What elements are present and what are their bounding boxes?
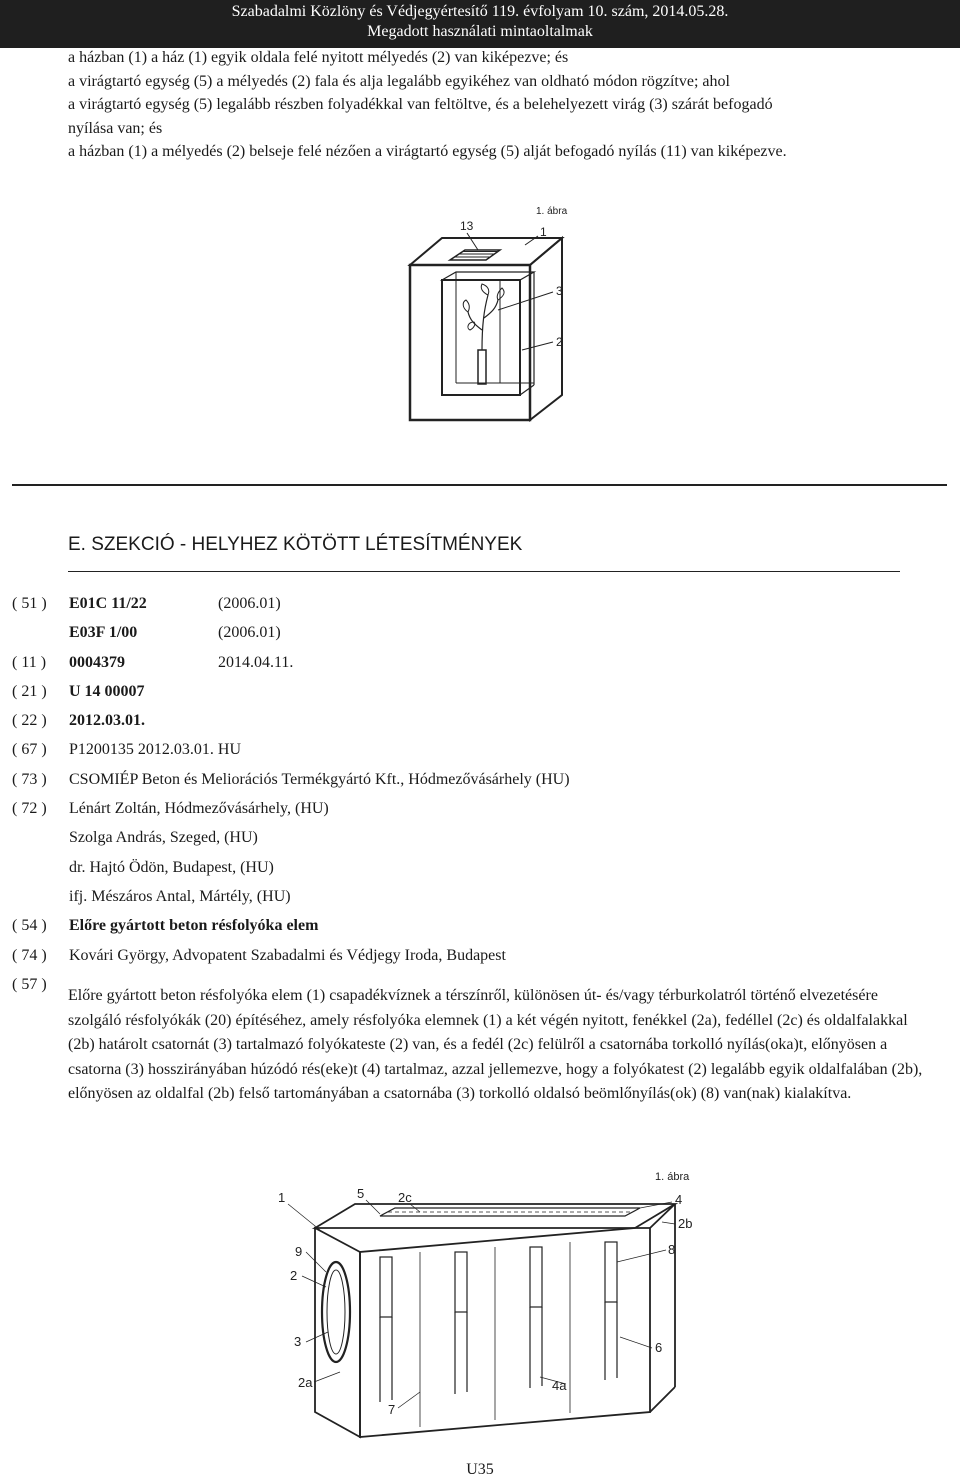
section-title-underline xyxy=(68,571,900,572)
label-8: 8 xyxy=(668,1242,676,1257)
label-5: 5 xyxy=(357,1186,365,1201)
box-side xyxy=(530,238,562,420)
label-6: 6 xyxy=(655,1340,663,1355)
bibliographic-data xyxy=(12,592,942,1002)
label-1: 1 xyxy=(278,1190,286,1205)
label-3: 3 xyxy=(556,284,563,298)
inventor: Lénárt Zoltán, Hódmezővásárhely, (HU) xyxy=(69,800,329,818)
page-number: U35 xyxy=(466,1461,494,1478)
label-2: 2 xyxy=(290,1268,298,1283)
side-ribs xyxy=(420,1242,570,1427)
channel-end-face xyxy=(315,1228,360,1437)
inid-code: ( 21 ) xyxy=(12,682,47,700)
biblio-row xyxy=(12,885,942,914)
label-2c: 2c xyxy=(398,1190,412,1205)
filing-date: 2012.03.01. xyxy=(69,712,145,730)
owner: CSOMIÉP Beton és Meliorációs Termékgyártó Kft., Hódmezővásárhely (HU) xyxy=(69,770,570,788)
side-inlets xyxy=(380,1242,617,1402)
label-3: 3 xyxy=(294,1334,302,1349)
biblio-row xyxy=(12,651,942,680)
inid-code: ( 67 ) xyxy=(12,741,47,759)
label-9: 9 xyxy=(295,1244,303,1259)
figure-1-caption: 1. ábra xyxy=(536,206,568,217)
ipc-version: (2006.01) xyxy=(218,624,281,642)
ipc-version: (2006.01) xyxy=(218,595,281,612)
figure-1-flower-holder-drawing xyxy=(400,200,580,425)
biblio-row xyxy=(12,797,942,826)
box-front xyxy=(410,265,530,420)
biblio-row xyxy=(12,709,942,738)
claim-line: a virágtartó egység (5) legalább részben folyadékkal van feltöltve, és a belehelyezett virág (3) szárát befogadó xyxy=(68,96,773,113)
inid-code: ( 73 ) xyxy=(12,770,47,788)
channel-opening xyxy=(322,1262,350,1362)
biblio-row xyxy=(12,680,942,709)
parent-application: P1200135 2012.03.01. HU xyxy=(69,741,242,759)
registration-number: 0004379 xyxy=(69,653,125,671)
ipc-class: E03F 1/00 xyxy=(69,624,138,642)
claim-text xyxy=(68,46,928,164)
label-7: 7 xyxy=(388,1402,396,1417)
inventor: Szolga András, Szeged, (HU) xyxy=(69,829,258,847)
label-2b: 2b xyxy=(678,1216,693,1231)
figure-2-drainage-channel-drawing xyxy=(270,1162,710,1447)
label-2a: 2a xyxy=(298,1375,313,1390)
label-4: 4 xyxy=(675,1192,683,1207)
header-subtitle: Megadott használati mintaoltalmak xyxy=(367,23,593,40)
label-13: 13 xyxy=(460,219,474,233)
inid-code: ( 51 ) xyxy=(12,595,47,612)
section-separator xyxy=(12,484,947,486)
inventor: ifj. Mészáros Antal, Mártély, (HU) xyxy=(69,887,291,905)
biblio-row xyxy=(12,768,942,797)
biblio-row xyxy=(12,738,942,767)
label-1: 1 xyxy=(540,225,547,239)
claim-line: a házban (1) a mélyedés (2) belseje felé nézően a virágtartó egység (5) alját befogadó nyílás (11) van kiképezve. xyxy=(68,143,787,160)
registration-date: 2014.04.11. xyxy=(218,653,294,671)
biblio-row xyxy=(12,621,942,650)
inid-code: ( 54 ) xyxy=(12,917,47,935)
application-number: U 14 00007 xyxy=(69,682,145,700)
ipc-class: E01C 11/22 xyxy=(69,595,147,612)
header-title: Szabadalmi Közlöny és Védjegyértesítő 119. évfolyam 10. szám, 2014.05.28. xyxy=(231,3,729,20)
biblio-row xyxy=(12,856,942,885)
channel-side xyxy=(360,1228,650,1437)
figure-2-caption: 1. ábra xyxy=(655,1171,690,1183)
inid-code: ( 57 ) xyxy=(12,975,47,993)
inid-code: ( 72 ) xyxy=(12,800,47,818)
inventor: dr. Hajtó Ödön, Budapest, (HU) xyxy=(69,858,274,876)
label-4a: 4a xyxy=(552,1378,567,1393)
label-2: 2 xyxy=(556,335,563,349)
inid-code: ( 22 ) xyxy=(12,712,47,730)
biblio-row xyxy=(12,592,942,621)
inid-code: ( 74 ) xyxy=(12,946,47,964)
journal-header xyxy=(0,0,960,48)
biblio-row xyxy=(12,944,942,973)
representative: Kovári György, Advopatent Szabadalmi és Védjegy Iroda, Budapest xyxy=(69,946,506,964)
recess-opening xyxy=(442,280,520,395)
biblio-row xyxy=(12,826,942,855)
utility-model-title: Előre gyártott beton résfolyóka elem xyxy=(69,917,319,935)
claim-line: nyílása van; és xyxy=(68,119,163,137)
inid-code: ( 11 ) xyxy=(12,653,47,671)
vase xyxy=(478,350,486,384)
abstract-text: Előre gyártott beton résfolyóka elem (1) csapadékvíznek a térszínről, különösen út- és/vagy térburkolatról történő elvezetésére szolgáló résfolyókák (20) építéséhez, amely résfolyóka elemnek (1) a két végén nyitott, fenékkel (2a), fedéllel (2c) és oldalfalakkal (2b) határolt csatornát (3) tartalmazó folyókateste (2) van, és a fedél (2c) felülről a csatornába torkolló nyílás(oka)t, előnyösen a csatorna (3) hosszirányában húzódó rés(eke)t (4) tartalmaz, azzal jellemezve, hogy a folyókatest (2) legalább egyik oldalfalában (2b), előnyösen az oldalfal (2b) felső tartományában a csatornába (3) torkolló oldalsó beömlőnyílás(ok) (8) van(nak) kialakítva. xyxy=(68,987,923,1102)
section-title: E. SZEKCIÓ - HELYHEZ KÖTÖTT LÉTESÍTMÉNYEK xyxy=(68,534,523,555)
claim-line: a házban (1) a ház (1) egyik oldala felé nyitott mélyedés (2) van kiképezve; és xyxy=(68,49,569,66)
biblio-row xyxy=(12,914,942,943)
claim-line: a virágtartó egység (5) a mélyedés (2) fala és alja legalább egyikéhez van oldható módon rögzítve; ahol xyxy=(68,72,730,90)
